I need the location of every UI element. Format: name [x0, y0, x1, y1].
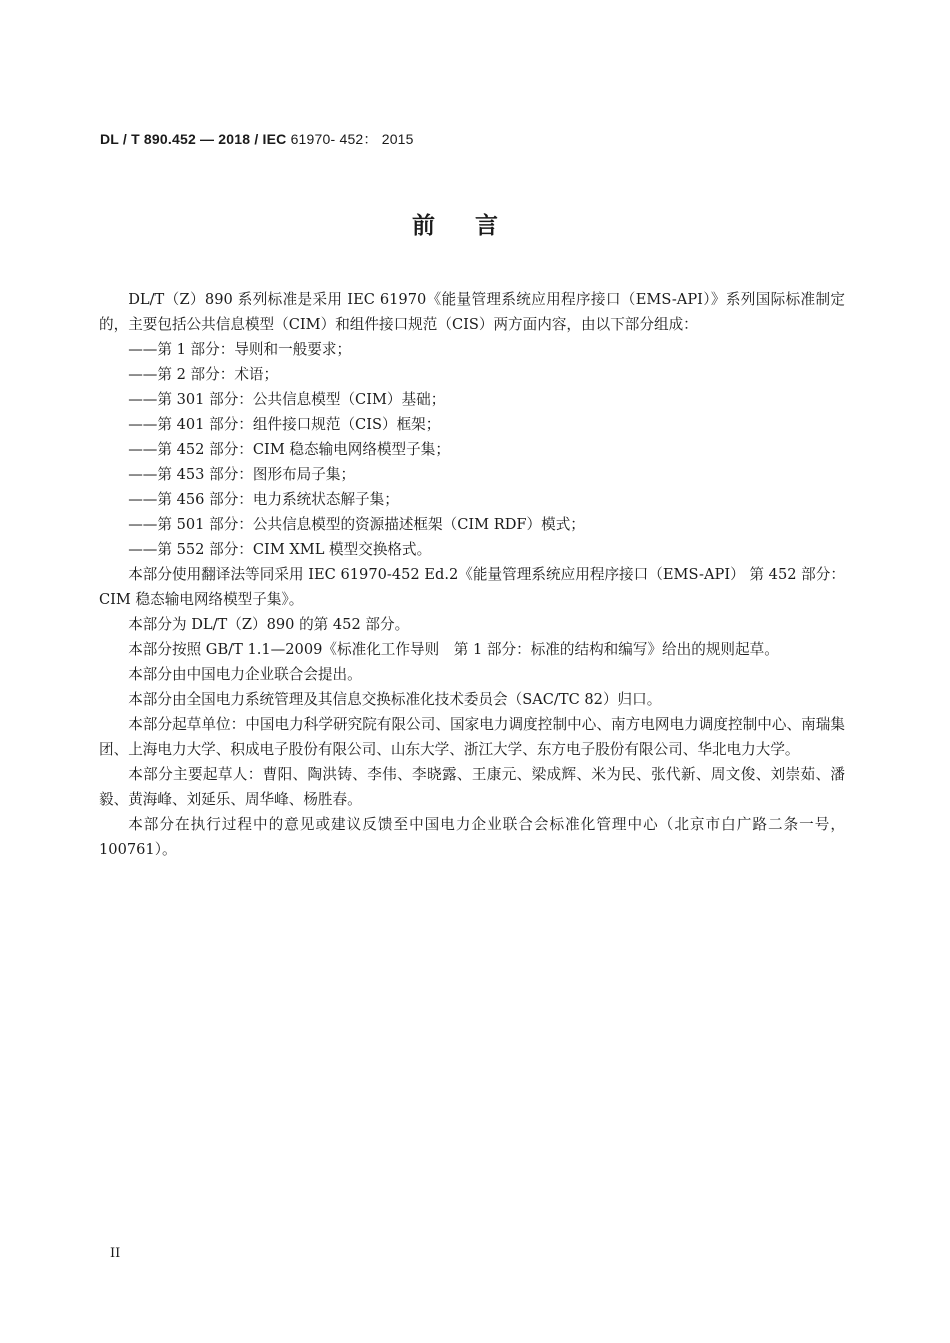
- header-iec-prefix: IEC: [262, 131, 287, 147]
- feedback-paragraph: 本部分在执行过程中的意见或建议反馈至中国电力企业联合会标准化管理中心（北京市白广路二条一号，100761）。: [99, 816, 845, 858]
- part-of-paragraph: 本部分为 DL/T（Z）890 的第 452 部分。: [128, 616, 410, 633]
- drafting-units-paragraph: 本部分起草单位：中国电力科学研究院有限公司、国家电力调度控制中心、南方电网电力调度控制中心、南瑞集团、上海电力大学、积成电子股份有限公司、山东大学、浙江大学、东方电子股份有限公司、华北电力大学。: [99, 716, 845, 758]
- list-item: ——第 401 部分：组件接口规范（CIS）框架；: [128, 416, 441, 433]
- page-title: 前言: [412, 213, 538, 239]
- list-item: ——第 552 部分：CIM XML 模型交换格式。: [128, 541, 432, 558]
- adoption-paragraph: 本部分使用翻译法等同采用 IEC 61970-452 Ed.2《能量管理系统应用程序接口（EMS-API） 第 452 部分：CIM 稳态输电网络模型子集》。: [99, 566, 845, 608]
- proposed-by-paragraph: 本部分由中国电力企业联合会提出。: [128, 666, 362, 683]
- list-item: ——第 301 部分：公共信息模型（CIM）基础；: [128, 391, 446, 408]
- foreword-body: [99, 287, 845, 862]
- page-number: II: [110, 1246, 121, 1261]
- drafters-paragraph: 本部分主要起草人：曹阳、陶洪铸、李伟、李晓露、王康元、梁成辉、米为民、张代新、周文俊、刘崇茹、潘毅、黄海峰、刘延乐、周华峰、杨胜春。: [99, 766, 845, 808]
- list-item: ——第 501 部分：公共信息模型的资源描述框架（CIM RDF）模式；: [128, 516, 585, 533]
- intro-paragraph: DL/T（Z）890 系列标准是采用 IEC 61970《能量管理系统应用程序接口（EMS-API）》系列国际标准制定的，主要包括公共信息模型（CIM）和组件接口规范（CIS）两方面内容，由以下部分组成：: [99, 291, 845, 333]
- list-item: ——第 456 部分：电力系统状态解子集；: [128, 491, 399, 508]
- list-item: ——第 452 部分：CIM 稳态输电网络模型子集；: [128, 441, 450, 458]
- drafting-rules-paragraph: 本部分按照 GB/T 1.1—2009《标准化工作导则 第 1 部分：标准的结构和编写》给出的规则起草。: [128, 641, 779, 658]
- list-item: ——第 1 部分：导则和一般要求；: [128, 341, 352, 358]
- header-iec-number: 61970- 452： 2015: [286, 131, 414, 147]
- centralized-by-paragraph: 本部分由全国电力系统管理及其信息交换标准化技术委员会（SAC/TC 82）归口。: [128, 691, 662, 708]
- list-item: ——第 2 部分：术语；: [128, 366, 279, 383]
- standard-number-header: [100, 129, 414, 149]
- list-item: ——第 453 部分：图形布局子集；: [128, 466, 356, 483]
- header-dl-number: DL / T 890.452 — 2018 /: [100, 131, 263, 147]
